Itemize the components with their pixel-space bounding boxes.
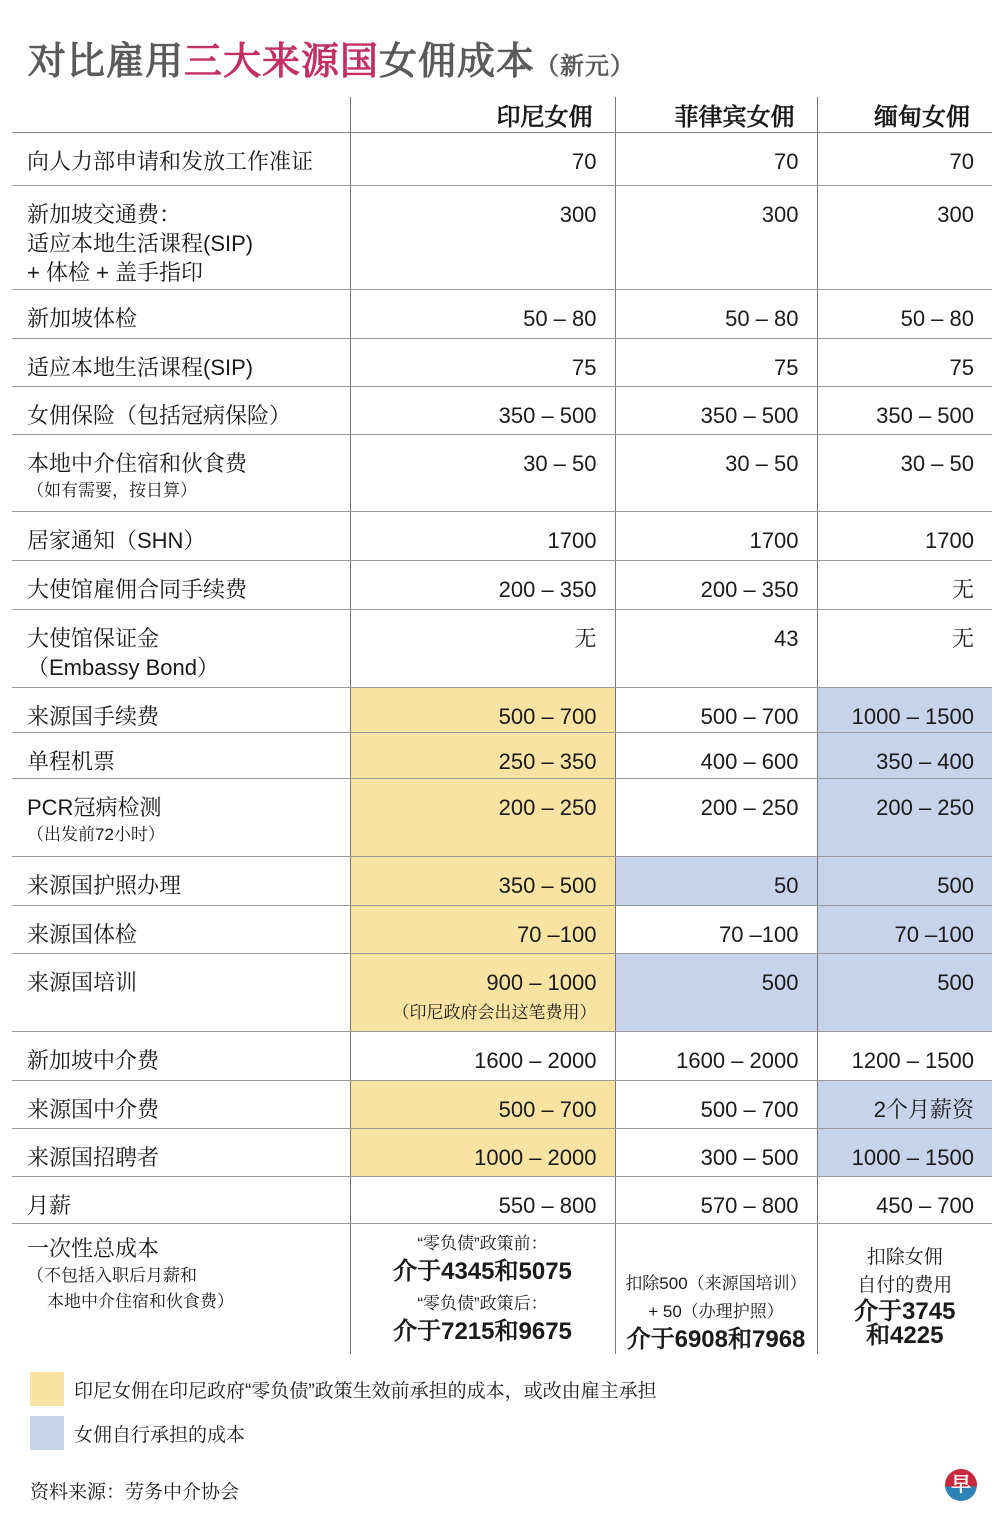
row-label: [12, 906, 350, 954]
cost-indonesia: [350, 733, 615, 779]
cost-myanmar: [817, 133, 992, 186]
row-label: [12, 857, 350, 906]
title-highlight: 三大来源国: [184, 41, 380, 83]
total-myanmar: [817, 1224, 992, 1355]
row-label-text: 月薪: [27, 1193, 72, 1218]
cost-value: 300 – 500: [700, 1145, 799, 1170]
cost-myanmar: [817, 733, 992, 779]
cost-value: 50 – 80: [725, 306, 799, 331]
row-label: [12, 435, 350, 512]
row-label-text: PCR冠病检测: [27, 795, 162, 820]
cost-indonesia: [350, 688, 615, 733]
table-row: [12, 1177, 992, 1224]
cost-value: 300: [937, 202, 974, 227]
cost-value: 70: [774, 149, 799, 174]
cost-value: 30 – 50: [900, 451, 974, 476]
total-indonesia: [350, 1224, 615, 1355]
cost-indonesia: [350, 387, 615, 435]
total-label-cell: [12, 1224, 350, 1355]
cost-value: 500 – 700: [700, 1097, 799, 1122]
cost-indonesia: [350, 779, 615, 857]
cost-indonesia: [350, 290, 615, 339]
total-value: 介于4345和5075: [393, 1258, 572, 1285]
cost-indonesia: [350, 906, 615, 954]
cost-value: 450 – 700: [876, 1193, 974, 1218]
table-row: [12, 387, 992, 435]
row-label: [12, 133, 350, 186]
row-label: [12, 512, 350, 561]
title-part: 女佣成本: [379, 41, 536, 83]
header-philippines: 菲律宾女佣: [615, 97, 817, 133]
legend-item-yellow: [30, 1372, 657, 1406]
cost-value: 70: [949, 149, 974, 174]
legend-text: 女佣自行承担的成本: [74, 1424, 246, 1446]
row-label-text: 大使馆雇佣合同手续费: [27, 577, 248, 602]
row-label: [12, 779, 350, 857]
cost-myanmar: [817, 1032, 992, 1081]
row-label: [12, 290, 350, 339]
row-label-text: 来源国体检: [27, 922, 138, 947]
cost-value: 70 –100: [894, 922, 974, 947]
total-value: 和4225: [866, 1322, 944, 1349]
total-value: 介于7215和9675: [393, 1318, 572, 1345]
row-label-text: 本地中介住宿和伙食费: [27, 451, 248, 476]
cost-value: 1600 – 2000: [474, 1048, 597, 1073]
cost-myanmar: [817, 954, 992, 1032]
row-label-text: 大使馆保证金: [27, 626, 160, 651]
row-label-text: 适应本地生活课程(SIP): [27, 355, 254, 380]
cost-value: 75: [572, 355, 597, 380]
cost-value: 300: [761, 202, 799, 227]
cost-myanmar: [817, 1081, 992, 1129]
row-label: [12, 387, 350, 435]
row-label: [12, 1129, 350, 1177]
row-label-text: + 体检 + 盖手指印: [27, 260, 204, 285]
total-note: “零负债”政策前：: [417, 1234, 548, 1253]
table-row: [12, 290, 992, 339]
cost-philippines: [615, 186, 817, 290]
cost-myanmar: [817, 561, 992, 610]
cost-myanmar: [817, 688, 992, 733]
cost-philippines: [615, 857, 817, 906]
cost-indonesia: [350, 1129, 615, 1177]
cost-myanmar: [817, 339, 992, 387]
cost-value: 无: [951, 577, 974, 602]
table-row: [12, 1081, 992, 1129]
cost-philippines: [615, 610, 817, 688]
cost-philippines: [615, 688, 817, 733]
cost-note: （印尼政府会出这笔费用）: [392, 1003, 597, 1022]
cost-myanmar: [817, 1177, 992, 1224]
cost-indonesia: [350, 610, 615, 688]
total-note: 自付的费用: [857, 1275, 953, 1296]
cost-value: 500: [761, 970, 799, 995]
cost-value: 70 –100: [718, 922, 799, 947]
legend-item-blue: [30, 1416, 245, 1450]
cost-value: 1700: [547, 528, 597, 553]
cost-indonesia: [350, 857, 615, 906]
total-note: 扣除500（来源国培训）: [625, 1274, 807, 1293]
table-row: [12, 186, 992, 290]
cost-philippines: [615, 387, 817, 435]
cost-value: 200 – 250: [498, 795, 597, 820]
cost-philippines: [615, 779, 817, 857]
table-row: [12, 906, 992, 954]
cost-value: 500: [937, 873, 974, 898]
row-label: [12, 610, 350, 688]
total-sub: 本地中介住宿和伙食费）: [47, 1292, 234, 1311]
cost-philippines: [615, 1032, 817, 1081]
cost-value: 70 –100: [516, 922, 597, 947]
cost-indonesia: [350, 1081, 615, 1129]
row-label-text: 女佣保险（包括冠病保险）: [27, 403, 292, 428]
header-myanmar: 缅甸女佣: [817, 97, 992, 133]
source-note: 资料来源：劳务中介协会: [30, 1482, 240, 1503]
cost-myanmar: [817, 906, 992, 954]
cost-value: 70: [572, 149, 597, 174]
row-label-text: 来源国手续费: [27, 704, 160, 729]
cost-philippines: [615, 435, 817, 512]
row-label-text: 居家通知（SHN）: [27, 528, 206, 553]
cost-myanmar: [817, 435, 992, 512]
cost-value: 1000 – 1500: [851, 1145, 974, 1170]
row-label-text: 新加坡交通费：: [27, 202, 182, 227]
cost-indonesia: [350, 954, 615, 1032]
table-row: [12, 1032, 992, 1081]
row-label: [12, 339, 350, 387]
cost-value: 50: [774, 873, 799, 898]
cost-indonesia: [350, 561, 615, 610]
cost-value: 400 – 600: [700, 749, 799, 774]
cost-philippines: [615, 1081, 817, 1129]
table-row: [12, 512, 992, 561]
cost-value: 350 – 500: [498, 873, 597, 898]
cost-myanmar: [817, 512, 992, 561]
header-indonesia: 印尼女佣: [350, 97, 615, 133]
cost-value: 300: [559, 202, 597, 227]
table-row: [12, 339, 992, 387]
cost-table: [12, 97, 992, 1354]
cost-myanmar: [817, 290, 992, 339]
row-label-text: 新加坡体检: [27, 306, 138, 331]
row-label: [12, 954, 350, 1032]
total-note: “零负债”政策后：: [417, 1294, 548, 1313]
cost-value: 500 – 700: [700, 704, 799, 729]
cost-value: 50 – 80: [900, 306, 974, 331]
cost-value: 无: [951, 626, 974, 651]
cost-philippines: [615, 954, 817, 1032]
cost-value: 200 – 350: [498, 577, 597, 602]
total-label: 一次性总成本: [27, 1236, 160, 1261]
legend-swatch-blue: [30, 1416, 64, 1450]
legend-text: 印尼女佣在印尼政府“零负债”政策生效前承担的成本，或改由雇主承担: [74, 1380, 657, 1402]
row-label-text: 适应本地生活课程(SIP): [27, 231, 254, 256]
cost-myanmar: [817, 387, 992, 435]
total-philippines: [615, 1224, 817, 1355]
cost-philippines: [615, 339, 817, 387]
table-row: [12, 133, 992, 186]
cost-value: 1700: [749, 528, 799, 553]
cost-philippines: [615, 512, 817, 561]
row-label-text: 来源国中介费: [27, 1097, 160, 1122]
table-row: [12, 610, 992, 688]
cost-indonesia: [350, 512, 615, 561]
cost-value: 75: [949, 355, 974, 380]
table-row: [12, 857, 992, 906]
cost-value: 1700: [925, 528, 974, 553]
row-label-text: 单程机票: [27, 749, 116, 774]
cost-value: 350 – 400: [876, 749, 974, 774]
page-title: [28, 30, 635, 85]
cost-value: 200 – 250: [876, 795, 974, 820]
row-label: [12, 1177, 350, 1224]
cost-value: 50 – 80: [523, 306, 597, 331]
cost-value: 500: [937, 970, 974, 995]
cost-value: 500 – 700: [498, 704, 597, 729]
cost-myanmar: [817, 1129, 992, 1177]
cost-philippines: [615, 1177, 817, 1224]
cost-philippines: [615, 733, 817, 779]
row-label-text: 向人力部申请和发放工作准证: [27, 149, 314, 174]
legend-swatch-yellow: [30, 1372, 64, 1406]
total-sub: （不包括入职后月薪和: [27, 1266, 197, 1285]
title-part: 对比雇用: [28, 41, 185, 83]
table-row: [12, 954, 992, 1032]
cost-indonesia: [350, 186, 615, 290]
cost-value: 350 – 500: [498, 403, 597, 428]
cost-value: 570 – 800: [700, 1193, 799, 1218]
table-row: [12, 688, 992, 733]
row-label-text: （Embassy Bond）: [27, 655, 219, 680]
cost-value: 350 – 500: [700, 403, 799, 428]
cost-value: 1600 – 2000: [676, 1048, 799, 1073]
cost-indonesia: [350, 339, 615, 387]
row-label-text: 来源国培训: [27, 970, 138, 995]
table-row: [12, 779, 992, 857]
row-label: [12, 1032, 350, 1081]
cost-indonesia: [350, 1177, 615, 1224]
cost-philippines: [615, 906, 817, 954]
row-label: [12, 186, 350, 290]
cost-value: 200 – 350: [700, 577, 799, 602]
cost-value: 1200 – 1500: [851, 1048, 974, 1073]
cost-value: 1000 – 2000: [474, 1145, 597, 1170]
table-row: [12, 435, 992, 512]
cost-value: 无: [574, 626, 597, 651]
cost-value: 30 – 50: [523, 451, 597, 476]
row-label-sub: （出发前72小时）: [27, 825, 165, 844]
cost-myanmar: [817, 186, 992, 290]
row-label-text: 来源国护照办理: [27, 873, 182, 898]
cost-philippines: [615, 133, 817, 186]
total-row: [12, 1224, 992, 1355]
total-value: 介于3745: [854, 1298, 956, 1325]
cost-value: 900 – 1000: [486, 970, 597, 995]
table-row: [12, 1129, 992, 1177]
cost-value: 200 – 250: [700, 795, 799, 820]
cost-value: 43: [774, 626, 799, 651]
row-label: [12, 561, 350, 610]
row-label: [12, 733, 350, 779]
table-row: [12, 733, 992, 779]
zaobao-logo: 早: [945, 1469, 977, 1501]
cost-philippines: [615, 1129, 817, 1177]
cost-indonesia: [350, 435, 615, 512]
cost-indonesia: [350, 1032, 615, 1081]
header-empty: [12, 97, 350, 133]
cost-value: 500 – 700: [498, 1097, 597, 1122]
cost-value: 250 – 350: [498, 749, 597, 774]
row-label: [12, 688, 350, 733]
title-unit: （新元）: [535, 53, 636, 80]
cost-value: 1000 – 1500: [851, 704, 974, 729]
cost-myanmar: [817, 610, 992, 688]
header-row: [12, 97, 992, 133]
total-value: 介于6908和7968: [626, 1326, 806, 1353]
row-label-sub: （如有需要，按日算）: [27, 481, 197, 500]
cost-value: 2个月薪资: [873, 1097, 974, 1122]
cost-value: 550 – 800: [498, 1193, 597, 1218]
cost-philippines: [615, 561, 817, 610]
total-note: + 50（办理护照）: [648, 1302, 784, 1321]
row-label-text: 新加坡中介费: [27, 1048, 160, 1073]
cost-philippines: [615, 290, 817, 339]
cost-indonesia: [350, 133, 615, 186]
cost-myanmar: [817, 857, 992, 906]
cost-value: 30 – 50: [725, 451, 799, 476]
total-note: 扣除女佣: [866, 1247, 943, 1268]
row-label: [12, 1081, 350, 1129]
cost-myanmar: [817, 779, 992, 857]
cost-value: 350 – 500: [876, 403, 974, 428]
table-row: [12, 561, 992, 610]
row-label-text: 来源国招聘者: [27, 1145, 160, 1170]
cost-value: 75: [774, 355, 799, 380]
